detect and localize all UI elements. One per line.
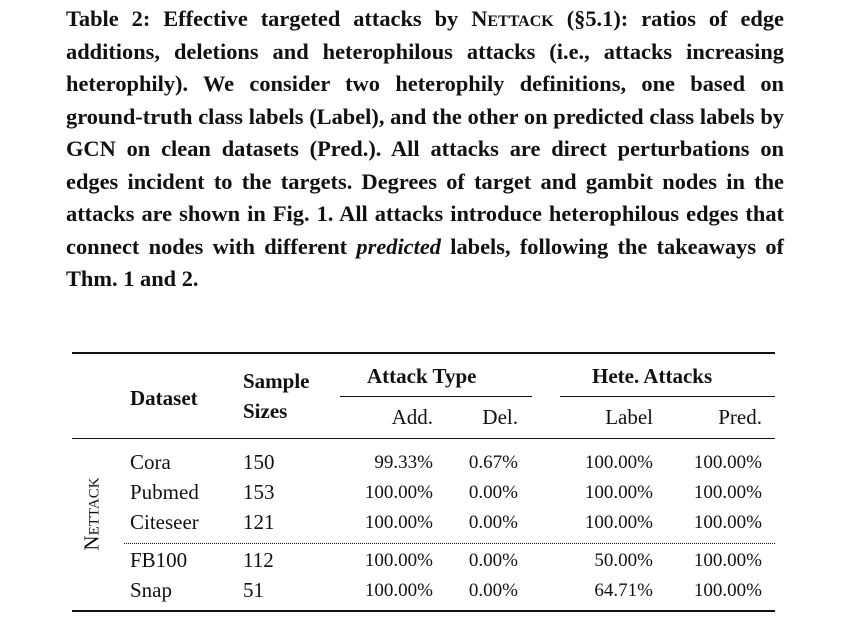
group-separator (124, 543, 775, 544)
cell-add: 100.00% (364, 580, 433, 601)
cell-label: 64.71% (594, 580, 653, 601)
header-sample-line1: Sample (243, 369, 310, 393)
caption-middle: (§5.1): ratios of edge additions, deletions and heterophilous attacks (i.e., attacks increasing heterophily). We consider two heterophily definitions, one based on ground-truth class labels (Label), and the other on predicted class labels by GCN on clean datasets (Pred.). All attacks are direct perturbations on edges incident to the targets. Degrees of target and gambit nodes in the attacks are shown in Fig. 1. All attacks introduce heterophilous edges that connect nodes with different (66, 6, 784, 259)
attack-type-rule (340, 396, 532, 397)
bottom-rule (72, 610, 775, 612)
cell-del: 0.00% (468, 580, 518, 601)
cell-pred: 100.00% (693, 452, 762, 473)
caption-prefix: Table 2: Effective targeted attacks by (66, 6, 472, 31)
group-label-nettack: Nettack (79, 477, 104, 551)
cell-size: 153 (243, 480, 275, 504)
cell-dataset: Snap (130, 578, 172, 602)
cell-label: 100.00% (584, 482, 653, 503)
caption-method: Nettack (471, 6, 554, 31)
cell-del: 0.00% (468, 550, 518, 571)
cell-label: 100.00% (584, 512, 653, 533)
cell-add: 100.00% (364, 512, 433, 533)
cell-add: 100.00% (364, 550, 433, 571)
cell-pred: 100.00% (693, 482, 762, 503)
header-label: Label (605, 405, 653, 429)
cell-pred: 100.00% (693, 580, 762, 601)
top-rule (72, 352, 775, 354)
header-del: Del. (482, 405, 518, 429)
cell-pred: 100.00% (693, 550, 762, 571)
cell-size: 150 (243, 450, 275, 474)
cell-dataset: Pubmed (130, 480, 199, 504)
cell-size: 112 (243, 548, 274, 572)
table-caption (66, 3, 784, 296)
cell-add: 99.33% (374, 452, 433, 473)
cell-size: 121 (243, 510, 275, 534)
header-pred: Pred. (718, 405, 762, 429)
cell-del: 0.00% (468, 482, 518, 503)
hete-attacks-rule (560, 396, 775, 397)
cell-label: 100.00% (584, 452, 653, 473)
header-add: Add. (391, 405, 433, 429)
cell-dataset: FB100 (130, 548, 188, 572)
cell-size: 51 (243, 578, 264, 602)
cell-add: 100.00% (364, 482, 433, 503)
cell-del: 0.00% (468, 512, 518, 533)
header-rule (72, 438, 775, 439)
cell-dataset: Cora (130, 450, 171, 474)
caption-emphasis: predicted (356, 233, 441, 259)
header-attack-type: Attack Type (367, 364, 477, 388)
cell-del: 0.67% (468, 452, 518, 473)
cell-pred: 100.00% (693, 512, 762, 533)
cell-dataset: Citeseer (130, 510, 199, 534)
cell-label: 50.00% (594, 550, 653, 571)
header-dataset: Dataset (130, 386, 198, 410)
header-sample-line2: Sizes (243, 399, 288, 423)
header-hete-attacks: Hete. Attacks (592, 364, 713, 388)
caption-suffix: labels, following the takeaways of Thm. 1 and 2. (66, 233, 784, 291)
